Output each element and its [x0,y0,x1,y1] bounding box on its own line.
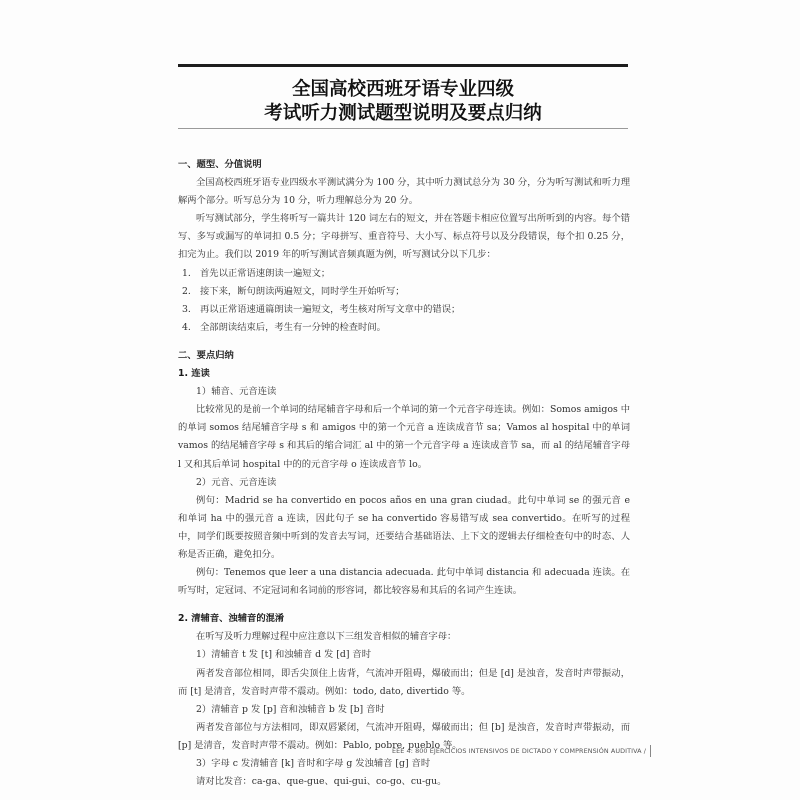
consonant-subheading-1: 1）清辅音 t 发 [t] 和浊辅音 d 发 [d] 音时 [196,649,372,661]
liaison-paragraph: 例句：Madrid se ha convertido en pocos años en una gran ciudad。此句中单词 se 的强元音 e 和单词 ha 中的强元音 a 连读，因此句子 se ha convertido 容易错写成 sea convertido。在听写的过程中，同学们既要按照音频中听到的发音去写词，还要结合基础语法、上下文的逻辑去仔细检查句中的时态、人称是否正确，避免扣分。 [178,494,630,560]
footer-divider [650,745,651,757]
step-item: 3. 再以正常语速通篇朗读一遍短文，考生核对所写文章中的错误； [182,303,461,315]
step-item: 1. 首先以正常语速朗读一遍短文； [182,267,331,279]
liaison-subheading-2: 2）元音、元音连读 [196,476,277,488]
consonant-heading: 2. 清辅音、浊辅音的混淆 [178,613,285,625]
liaison-heading: 1. 连读 [178,368,210,380]
document-body [178,156,630,791]
section1-paragraph: 听写测试部分，学生将听写一篇共计 120 词左右的短文，并在答题卡相应位置写出所听到的内容。每个错写、多写或漏写的单词扣 0.5 分；字母拼写、重音符号、大小写、标点符号以及分段错误，每个扣 0.25 分，扣完为止。我们以 2019 年的听写测试音频真题为例，听写测试分以下几步： [178,213,630,261]
liaison-paragraph: 例句：Tenemos que leer a una distancia adecuada. 此句中单词 distancia 和 adecuada 连读。在听写时，定冠词、不定冠词和名词前的形容词，都比较容易和其后的名词产生连读。 [178,567,630,597]
consonant-subheading-2: 2）清辅音 p 发 [p] 音和浊辅音 b 发 [b] 音时 [196,703,385,715]
consonant-intro: 在听写及听力理解过程中应注意以下三组发音相似的辅音字母： [196,631,457,643]
section1-heading: 一、题型、分值说明 [178,159,262,170]
title-bottom-rule [178,128,628,129]
page-footer [392,745,647,757]
page-title-line2: 考试听力测试题型说明及要点归纳 [264,103,542,124]
liaison-paragraph: 比较常见的是前一个单词的结尾辅音字母和后一个单词的第一个元音字母连读。例如：Somos amigos 中的单词 somos 结尾辅音字母 s 和 amigos 中的第一个元音 a 连读成音节 sa；Vamos al hospital 中的单词 vamos 的结尾辅音字母 s 和其后的缩合词汇 al 中的第一个元音字母 a 连读成音节 sa，而 al 的结尾辅音字母 l 又和其后单词 hospital 中的的元音字母 o 连读成音节 lo。 [178,404,630,470]
page-title-line1: 全国高校西班牙语专业四级 [291,79,514,100]
consonant-paragraph: 两者发音部位与方法相同，即双唇紧闭，气流冲开阻碍，爆破而出；但 [b] 是浊音，发音时声带振动，而 [p] 是清音，发音时声带不震动。例如：Pablo, pobre, pueblo 等。 [178,721,630,751]
footer-text: EEE 4: 800 EJERCICIOS INTENSIVOS DE DICTADO Y COMPRENSIÓN AUDITIVA / [392,747,647,755]
step-item: 2. 接下来，断句朗读两遍短文，同时学生开始听写； [182,285,405,297]
consonant-paragraph: 请对比发音：ca-ga、que-gue、qui-gui、co-go、cu-gu。 [196,776,447,788]
section2-heading: 二、要点归纳 [178,349,234,361]
consonant-subheading-3: 3）字母 c 发清辅音 [k] 音时和字母 g 发浊辅音 [g] 音时 [196,758,431,769]
consonant-paragraph: 两者发音部位相同，即舌尖顶住上齿背，气流冲开阻碍，爆破而出；但是 [d] 是浊音，发音时声带振动，而 [t] 是清音，发音时声带不震动。例如：todo, dato, divertido 等。 [178,667,630,697]
title-top-rule [178,64,628,67]
section1-paragraph: 全国高校西班牙语专业四级水平测试满分为 100 分，其中听力测试总分为 30 分，分为听写测试和听力理解两个部分。听写总分为 10 分，听力理解总分为 20 分。 [178,177,630,207]
step-item: 4. 全部朗读结束后，考生有一分钟的检查时间。 [182,321,386,333]
liaison-subheading-1: 1）辅音、元音连读 [196,386,277,398]
